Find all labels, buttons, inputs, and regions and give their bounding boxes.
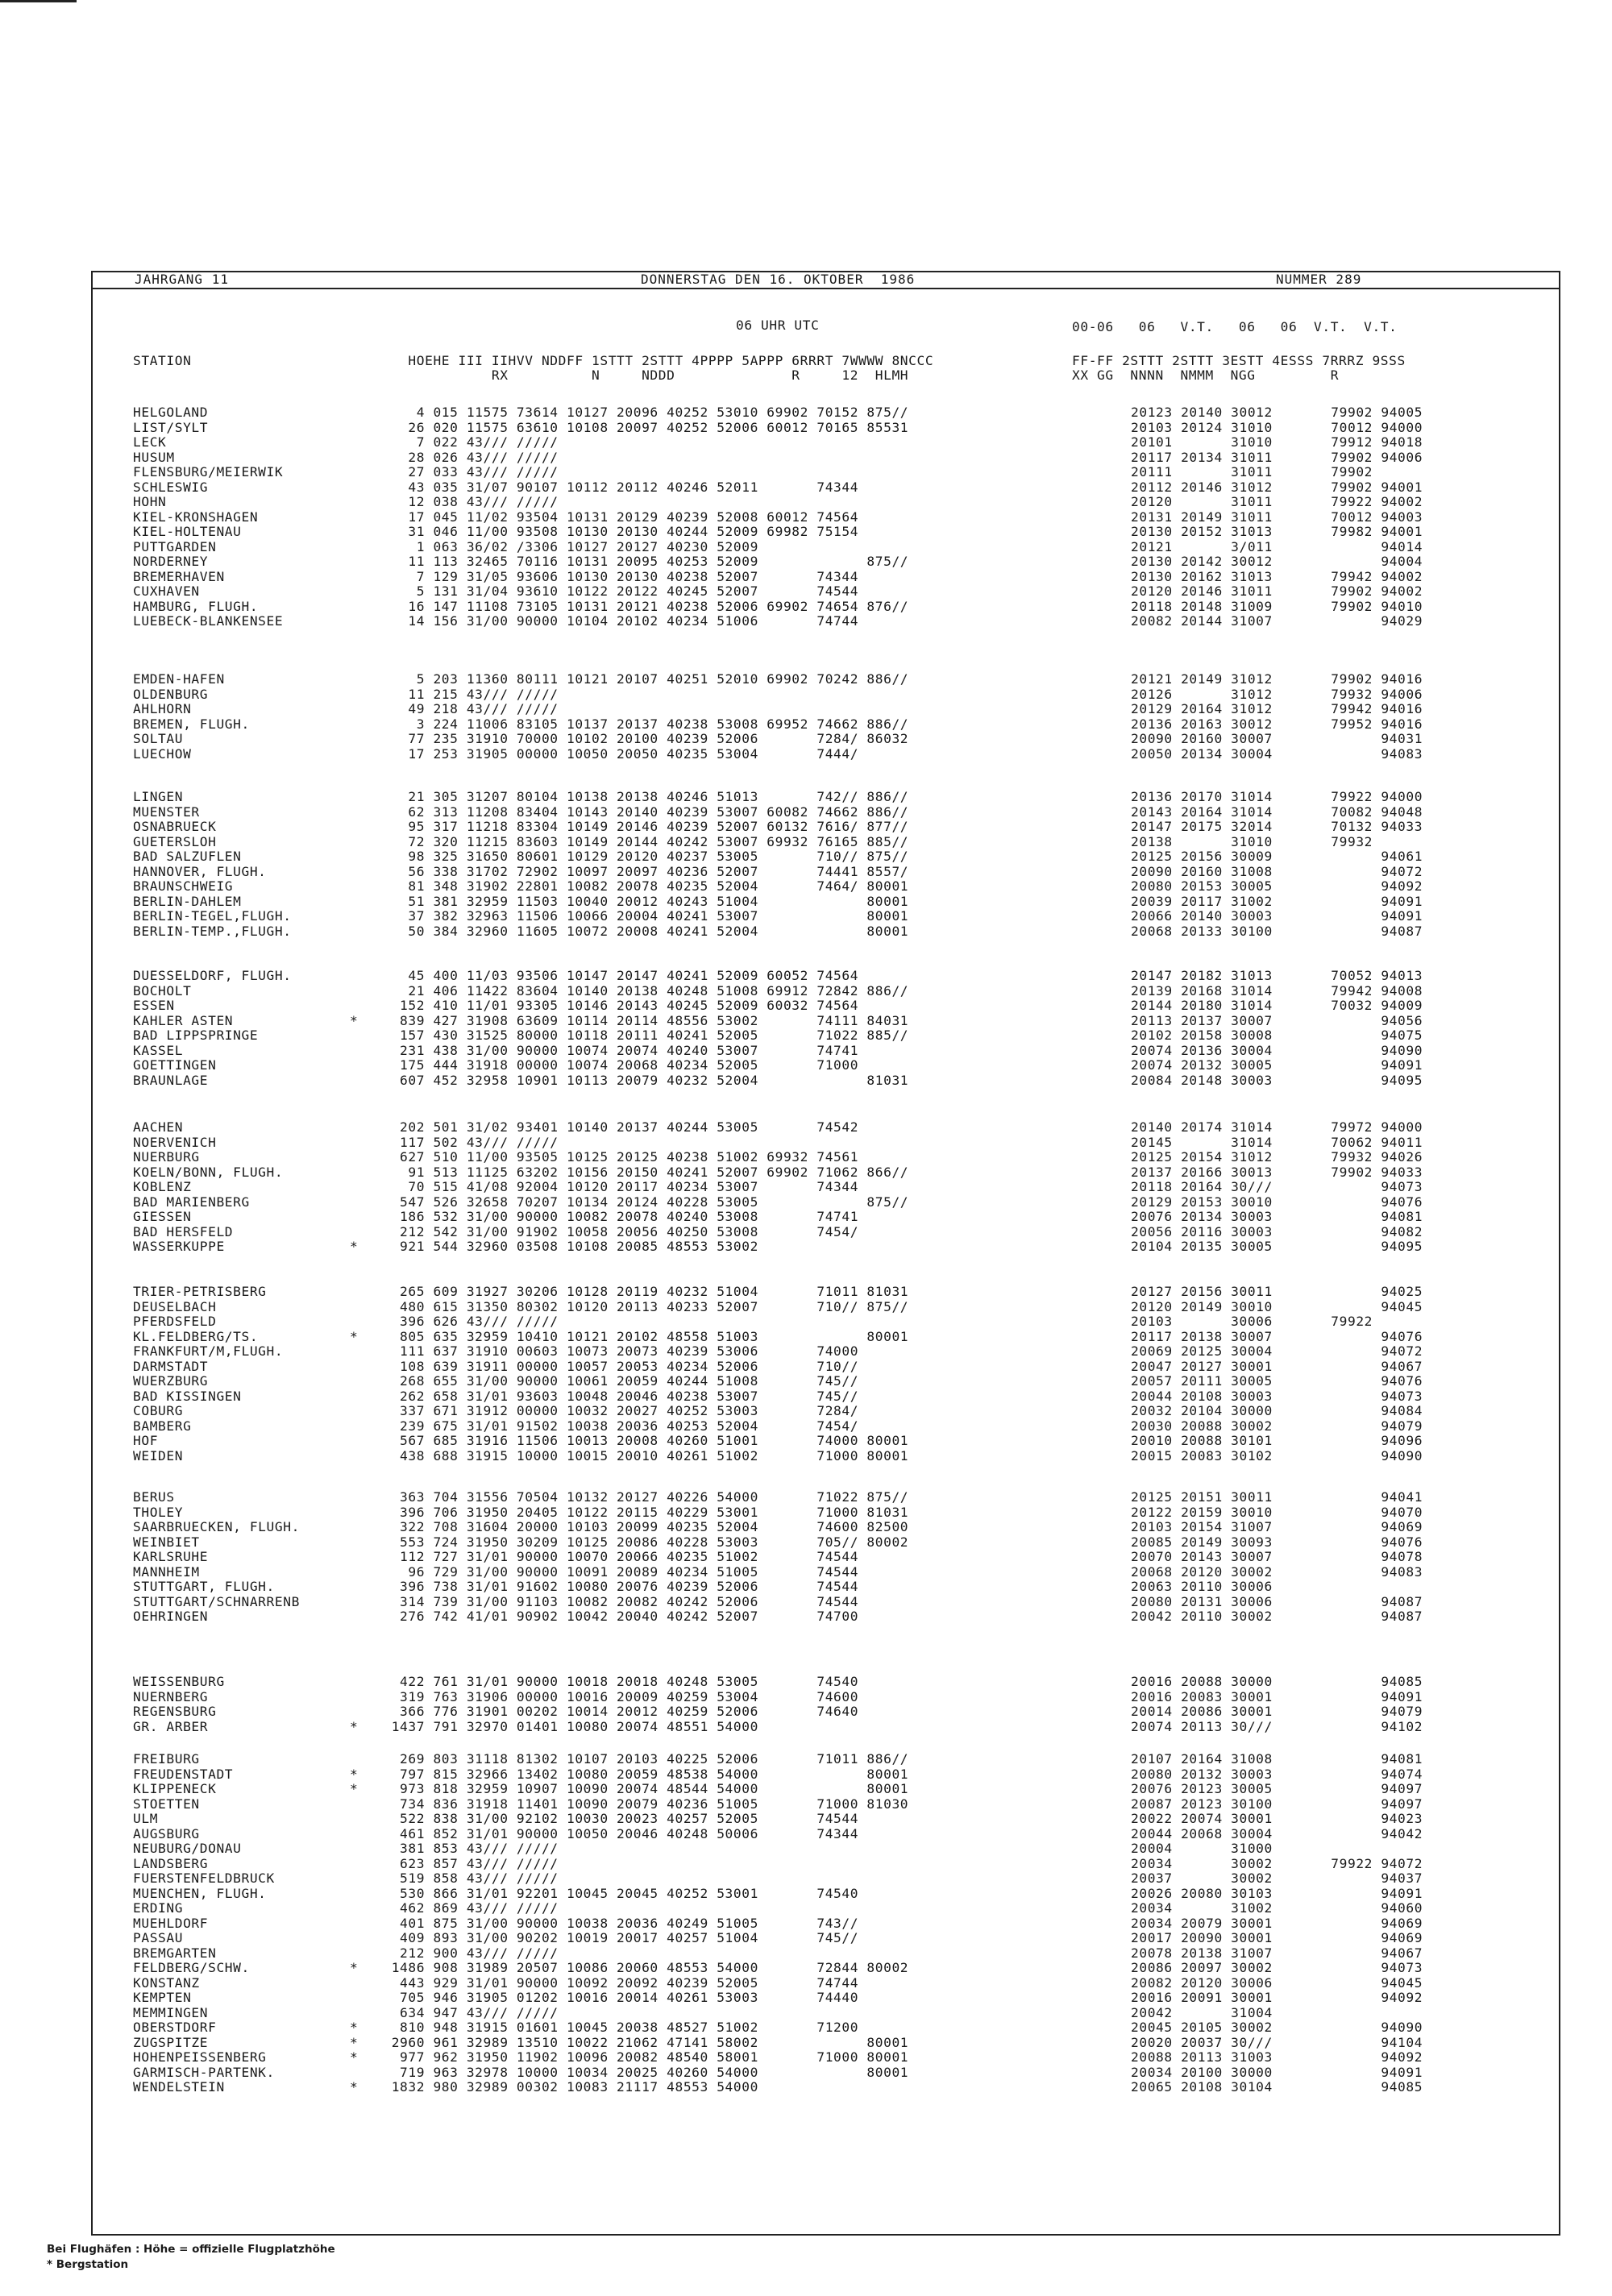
forecast-block-2: 20121 20149 31012 79902 94016 20126 31012 79932 94006 20129 20164 31012 79942 94016 20136 20163 30012 79952 94016 20090 20160 30007 94031 20050 20134 30004 94083 bbox=[1131, 671, 1423, 762]
forecast-block-3: 20136 20170 31014 79922 94000 20143 20164 31014 70082 94048 20147 20175 32014 70132 94033 20138 31010 79932 20125 20156 30009 94061 20090 20160 31008 94072 20080 20153 30005 94092 20039 20117 31002 94091 20066 20140 30003 94091 20068 20133 30100 94087 bbox=[1131, 789, 1423, 939]
bulletin-frame bbox=[91, 271, 1560, 2236]
station-block-8: WEISSENBURG 422 761 31/01 90000 10018 20018 40248 53005 74540 NUERNBERG 319 763 31906 00000 10016 20009 40259 53004 74600 REGENSBURG 366 776 31901 00202 10014 20012 40259 52006 74640 GR. ARBER * 1437 791 32970 01401 10080 20074 48551 54000 bbox=[133, 1674, 859, 1734]
column-header: STATION HOEHE III IIHVV NDDFF 1STTT 2STTT 4PPPP 5APPP 6RRRT 7WWWW 8NCCC bbox=[133, 353, 934, 368]
footnote-airports: Bei Flughäfen : Höhe = offizielle Flugplatzhöhe bbox=[47, 2243, 335, 2256]
forecast-time-header: 00-06 06 V.T. 06 06 V.T. V.T. bbox=[1072, 319, 1398, 334]
observation-time-header: 06 UHR UTC bbox=[736, 318, 820, 333]
station-block-1: HELGOLAND 4 015 11575 73614 10127 20096 40252 53010 69902 70152 875// LIST/SYLT 26 020 11575 63610 10108 20097 40252 52006 60012 70165 85531 LECK 7 022 43/// ///// HUSUM 28 026 43/// ///// FLENSBURG/MEIERWIK 27 033 43/// ///// SCHLESWIG 43 035 31/07 90107 10112 20112 40246 52011 74344 HOHN 12 038 43/// ///// KIEL-KRONSHAGEN 17 045 11/02 93504 10131 20129 40239 52008 60012 74564 KIEL-HOLTENAU 31 046 11/00 93508 10130 20130 40244 52009 69982 75154 PUTTGARDEN 1 063 36/02 /3306 10127 20127 40230 52009 NORDERNEY 11 113 32465 70116 10131 20095 40253 52009 875// BREMERHAVEN 7 129 31/05 93606 10130 20130 40238 52007 74344 CUXHAVEN 5 131 31/04 93610 10122 20122 40245 52007 74544 HAMBURG, FLUGH. 16 147 11108 73105 10131 20121 40238 52006 69902 74654 876// LUEBECK-BLANKENSEE 14 156 31/00 90000 10104 20102 40234 51006 74744 bbox=[133, 405, 909, 629]
forecast-block-1: 20123 20140 30012 79902 94005 20103 20124 31010 70012 94000 20101 31010 79912 94018 20117 20134 31011 79902 94006 20111 31011 79902 20112 20146 31012 79902 94001 20120 31011 79922 94002 20131 20149 31011 70012 94003 20130 20152 31013 79982 94001 20121 3/011 94014 20130 20142 30012 94004 20130 20162 31013 79942 94002 20120 20146 31011 79902 94002 20118 20148 31009 79902 94010 20082 20144 31007 94029 bbox=[1131, 405, 1423, 629]
station-block-5: AACHEN 202 501 31/02 93401 10140 20137 40244 53005 74542 NOERVENICH 117 502 43/// ///// NUERBURG 627 510 11/00 93505 10125 20125 40238 51002 69932 74561 KOELN/BONN, FLUGH. 91 513 11125 63202 10156 20150 40241 52007 69902 71062 866// KOBLENZ 70 515 41/08 92004 10120 20117 40234 53007 74344 BAD MARIENBERG 547 526 32658 70207 10134 20124 40228 53005 875// GIESSEN 186 532 31/00 90000 10082 20078 40240 53008 74741 BAD HERSFELD 212 542 31/00 91902 10058 20056 40250 53008 7454/ WASSERKUPPE * 921 544 32960 03508 10108 20085 48553 53002 bbox=[133, 1119, 909, 1254]
issue-number: NUMMER 289 bbox=[1276, 272, 1362, 287]
forecast-block-4: 20147 20182 31013 70052 94013 20139 20168 31014 79942 94008 20144 20180 31014 70032 94009 20113 20137 30007 94056 20102 20158 30008 94075 20074 20136 30004 94090 20074 20132 30005 94091 20084 20148 30003 94095 bbox=[1131, 968, 1423, 1088]
volume-label: JAHRGANG 11 bbox=[135, 272, 229, 287]
station-block-9: FREIBURG 269 803 31118 81302 10107 20103 40225 52006 71011 886// FREUDENSTADT * 797 815 32966 13402 10080 20059 48538 54000 80001 KLIPPENECK * 973 818 32959 10907 10090 20074 48544 54000 80001 STOETTEN 734 836 31918 11401 10090 20079 40236 51005 71000 81030 ULM 522 838 31/00 92102 10030 20023 40257 52005 74544 AUGSBURG 461 852 31/01 90000 10050 20046 40248 50006 74344 NEUBURG/DONAU 381 853 43/// ///// LANDSBERG 623 857 43/// ///// FUERSTENFELDBRUCK 519 858 43/// ///// MUENCHEN, FLUGH. 530 866 31/01 92201 10045 20045 40252 53001 74540 ERDING 462 869 43/// ///// MUEHLDORF 401 875 31/00 90000 10038 20036 40249 51005 743// PASSAU 409 893 31/00 90202 10019 20017 40257 51004 745// BREMGARTEN 212 900 43/// ///// FELDBERG/SCHW. * 1486 908 31989 20507 10086 20060 48553 54000 72844 80002 KONSTANZ 443 929 31/01 90000 10092 20092 40239 52005 74744 KEMPTEN 705 946 31905 01202 10016 20014 40261 53003 74440 MEMMINGEN 634 947 43/// ///// OBERSTDORF * 810 948 31915 01601 10045 20038 48527 51002 71200 ZUGSPITZE * 2960 961 32989 13510 10022 21062 47141 58002 80001 HOHENPEISSENBERG * 977 962 31950 11902 10096 20082 48540 58001 71000 80001 GARMISCH-PARTENK. 719 963 32978 10000 10034 20025 40260 54000 80001 WENDELSTEIN * 1832 980 32989 00302 10083 21117 48553 54000 bbox=[133, 1751, 909, 2095]
forecast-block-7: 20125 20151 30011 94041 20122 20159 30010 94070 20103 20154 31007 94069 20085 20149 30093 94076 20070 20143 30007 94078 20068 20120 30002 94083 20063 20110 30006 20080 20131 30006 94087 20042 20110 30002 94087 bbox=[1131, 1489, 1423, 1624]
forecast-block-8: 20016 20088 30000 94085 20016 20083 30001 94091 20014 20086 30001 94079 20074 20113 30/// 94102 bbox=[1131, 1674, 1423, 1734]
forecast-block-5: 20140 20174 31014 79972 94000 20145 31014 70062 94011 20125 20154 31012 79932 94026 20137 20166 30013 79902 94033 20118 20164 30/// 94073 20129 20153 30010 94076 20076 20134 30003 94081 20056 20116 30003 94082 20104 20135 30005 94095 bbox=[1131, 1119, 1423, 1254]
forecast-block-6: 20127 20156 30011 94025 20120 20149 30010 94045 20103 30006 79922 20117 20138 30007 94076 20069 20125 30004 94072 20047 20127 30001 94067 20057 20111 30005 94076 20044 20108 30003 94073 20032 20104 30000 94084 20030 20088 30002 94079 20010 20088 30101 94096 20015 20083 30102 94090 bbox=[1131, 1284, 1423, 1464]
date-label: DONNERSTAG DEN 16. OKTOBER 1986 bbox=[641, 272, 916, 287]
forecast-block-9: 20107 20164 31008 94081 20080 20132 30003 94074 20076 20123 30005 94097 20087 20123 30100 94097 20022 20074 30001 94023 20044 20068 30004 94042 20004 31000 20034 30002 79922 94072 20037 30002 94037 20026 20080 30103 94091 20034 31002 94060 20034 20079 30001 94069 20017 20090 30001 94069 20078 20138 31007 94067 20086 20097 30002 94073 20082 20120 30006 94045 20016 20091 30001 94092 20042 31004 20045 20105 30002 94090 20020 20037 30/// 94104 20088 20113 31003 94092 20034 20100 30000 94091 20065 20108 30104 94085 bbox=[1131, 1751, 1423, 2095]
scan-artifact-line bbox=[0, 0, 77, 2]
station-block-7: BERUS 363 704 31556 70504 10132 20127 40226 54000 71022 875// THOLEY 396 706 31950 20405 10122 20115 40229 53001 71000 81031 SAARBRUECKEN, FLUGH. 322 708 31604 20000 10103 20099 40235 52004 74600 82500 WEINBIET 553 724 31950 30209 10125 20086 40228 53003 705// 80002 KARLSRUHE 112 727 31/01 90000 10070 20066 40235 51002 74544 MANNHEIM 96 729 31/00 90000 10091 20089 40234 51005 74544 STUTTGART, FLUGH. 396 738 31/01 91602 10080 20076 40239 52006 74544 STUTTGART/SCHNARRENB 314 739 31/00 91103 10082 20082 40242 52006 74544 OEHRINGEN 276 742 41/01 90902 10042 20040 40242 52007 74700 bbox=[133, 1489, 909, 1624]
station-block-4: DUESSELDORF, FLUGH. 45 400 11/03 93506 10147 20147 40241 52009 60052 74564 BOCHOLT 21 406 11422 83604 10140 20138 40248 51008 69912 72842 886// ESSEN 152 410 11/01 93305 10146 20143 40245 52009 60032 74564 KAHLER ASTEN * 839 427 31908 63609 10114 20114 48556 53002 74111 84031 BAD LIPPSPRINGE 157 430 31525 80000 10118 20111 40241 52005 71022 885// KASSEL 231 438 31/00 90000 10074 20074 40240 53007 74741 GOETTINGEN 175 444 31918 00000 10074 20068 40234 52005 71000 BRAUNLAGE 607 452 32958 10901 10113 20079 40232 52004 81031 bbox=[133, 968, 909, 1088]
right-column-header: FF-FF 2STTT 2STTT 3ESTT 4ESSS 7RRRZ 9SSS bbox=[1072, 353, 1406, 368]
header-bar bbox=[93, 272, 1559, 289]
station-block-6: TRIER-PETRISBERG 265 609 31927 30206 10128 20119 40232 51004 71011 81031 DEUSELBACH 480 615 31350 80302 10120 20113 40233 52007 710// 875// PFERDSFELD 396 626 43/// ///// KL.FELDBERG/TS. * 805 635 32959 10410 10121 20102 48558 51003 80001 FRANKFURT/M,FLUGH. 111 637 31910 00603 10073 20073 40239 53006 74000 DARMSTADT 108 639 31911 00000 10057 20053 40234 52006 710// WUERZBURG 268 655 31/00 90000 10061 20059 40244 51008 745// BAD KISSINGEN 262 658 31/01 93603 10048 20046 40238 53007 745// COBURG 337 671 31912 00000 10032 20027 40252 53003 7284/ BAMBERG 239 675 31/01 91502 10038 20036 40253 52004 7454/ HOF 567 685 31916 11506 10013 20008 40260 51001 74000 80001 WEIDEN 438 688 31915 10000 10015 20010 40261 51002 71000 80001 bbox=[133, 1284, 909, 1464]
column-subheader: RX N NDDD R 12 HLMH bbox=[133, 367, 909, 383]
right-column-subheader: XX GG NNNN NMMM NGG R bbox=[1072, 367, 1340, 383]
footnote-mountain-station: * Bergstation bbox=[47, 2258, 129, 2271]
station-block-2: EMDEN-HAFEN 5 203 11360 80111 10121 20107 40251 52010 69902 70242 886// OLDENBURG 11 215 43/// ///// AHLHORN 49 218 43/// ///// BREMEN, FLUGH. 3 224 11006 83105 10137 20137 40238 53008 69952 74662 886// SOLTAU 77 235 31910 70000 10102 20100 40239 52006 7284/ 86032 LUECHOW 17 253 31905 00000 10050 20050 40235 53004 7444/ bbox=[133, 671, 909, 762]
station-block-3: LINGEN 21 305 31207 80104 10138 20138 40246 51013 742// 886// MUENSTER 62 313 11208 83404 10143 20140 40239 53007 60082 74662 886// OSNABRUECK 95 317 11218 83304 10149 20146 40239 52007 60132 7616/ 877// GUETERSLOH 72 320 11215 83603 10149 20144 40242 53007 69932 76165 885// BAD SALZUFLEN 98 325 31650 80601 10129 20120 40237 53005 710// 875// HANNOVER, FLUGH. 56 338 31702 72902 10097 20097 40236 52007 74441 8557/ BRAUNSCHWEIG 81 348 31902 22801 10082 20078 40235 52004 7464/ 80001 BERLIN-DAHLEM 51 381 32959 11503 10040 20012 40243 51004 80001 BERLIN-TEGEL,FLUGH. 37 382 32963 11506 10066 20004 40241 53007 80001 BERLIN-TEMP.,FLUGH. 50 384 32960 11605 10072 20008 40241 52004 80001 bbox=[133, 789, 909, 939]
